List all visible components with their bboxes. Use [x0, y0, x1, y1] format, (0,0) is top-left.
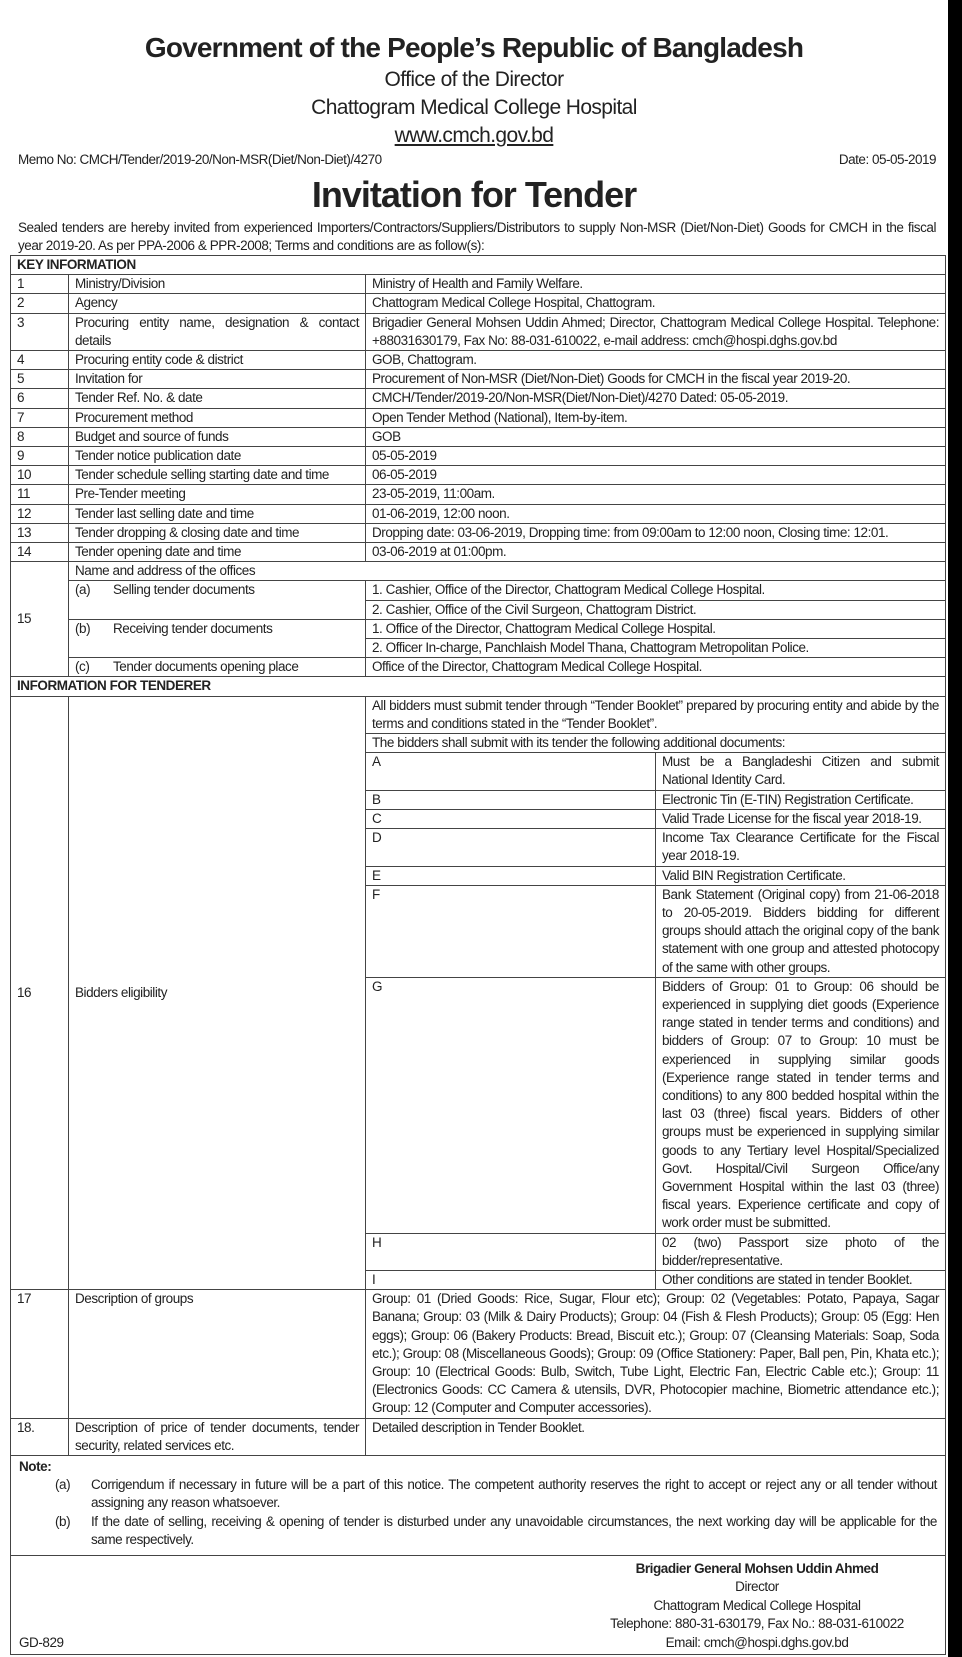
- list-item: [366, 753, 945, 790]
- table-subrow: [11, 658, 946, 677]
- note-key: (b): [55, 1513, 71, 1529]
- table-row: [11, 562, 946, 581]
- page-title: Invitation for Tender: [311, 174, 637, 215]
- table-row: [11, 466, 946, 485]
- list-item: [366, 977, 945, 1233]
- section-heading: INFORMATION FOR TENDERER: [11, 677, 946, 696]
- row-label: Ministry/Division: [69, 275, 366, 294]
- row-value: Group: 01 (Dried Goods: Rice, Sugar, Flour etc); Group: 02 (Vegetables: Potato, Papaya, Sagar Banana; Group: 03 (Milk & Dairy Products); Group: 04 (Fish & Flesh Products); Group: 05 (Egg: Hen eggs); Group: 06 (Bakery Products: Bread, Biscuit etc.); Group: 07 (Cleansing Materials: Soap, Soda etc.); Group: 08 (Miscellaneous Goods); Group: 09 (Office Stationery: Paper, Ball pen, Pin, Khata etc.); Group: 10 (Electrical Goods: Bulb, Switch, Tube Light, Electric Fan, Electric Cable etc.); Group: 11 (Electronics Goods: CC Camera & utensils, DVR, Photocopier machine, Biometric attendance etc.); Group: 12 (Computer and Computer accessories).: [366, 1290, 946, 1418]
- memo-row: [0, 151, 948, 169]
- row-number: 5: [11, 370, 69, 389]
- row-label: Pre-Tender meeting: [69, 485, 366, 504]
- row-label: Description of price of tender documents, tender security, related services etc.: [69, 1418, 366, 1455]
- row-value: 06-05-2019: [366, 466, 946, 485]
- sub-label: Selling tender documents: [113, 582, 255, 598]
- row-number: 4: [11, 351, 69, 370]
- row-value: Brigadier General Mohsen Uddin Ahmed; Director, Chattogram Medical College Hospital. Telephone: +88031630179, Fax No: 88-031-610022, e-mail address: cmch@hospi.dghs.gov.bd: [366, 313, 946, 350]
- table-row: [11, 543, 946, 562]
- row-value: 05-05-2019: [366, 447, 946, 466]
- notes-frame: [10, 1456, 946, 1655]
- government-heading: Government of the People’s Republic of Bangladesh: [144, 32, 804, 63]
- table-row: [11, 370, 946, 389]
- item-key: A: [366, 753, 656, 790]
- row-number: 1: [11, 275, 69, 294]
- gd-code: GD-829: [19, 1634, 64, 1650]
- table-row: [11, 389, 946, 408]
- intro-paragraph: Sealed tenders are hereby invited from experienced Importers/Contractors/Suppliers/Distributors to supply Non-MSR (Diet/Non-Diet) Goods for CMCH in the fiscal year 2019-20. As per PPA-2006 & PPR-2008; Terms and conditions are as follow(s):: [18, 220, 936, 253]
- row-number: 7: [11, 408, 69, 427]
- table-row: [11, 294, 946, 313]
- table-row: [11, 504, 946, 523]
- row-label: Tender notice publication date: [69, 447, 366, 466]
- signature-block: [577, 1560, 937, 1652]
- row-number: 17: [11, 1290, 69, 1418]
- item-key: E: [366, 866, 656, 885]
- row-number: 2: [11, 294, 69, 313]
- office-item: 1. Office of the Director, Chattogram Medical College Hospital.: [366, 619, 946, 638]
- item-value: 02 (two) Passport size photo of the bidder/representative.: [656, 1233, 946, 1270]
- row-number: 18.: [11, 1418, 69, 1455]
- table-row: [11, 408, 946, 427]
- item-value: Electronic Tin (E-TIN) Registration Certificate.: [656, 790, 946, 809]
- eligibility-docs-intro: The bidders shall submit with its tender the following additional documents:: [366, 734, 945, 753]
- row-number: 12: [11, 504, 69, 523]
- note-text: Corrigendum if necessary in future will be a part of this notice. The competent authority reserves the right to accept or reject any or all tender without assigning any reason whatsoever.: [91, 1477, 937, 1511]
- row-number: 15: [11, 562, 69, 677]
- row-label: Tender Ref. No. & date: [69, 389, 366, 408]
- row-number: 6: [11, 389, 69, 408]
- item-key: F: [366, 885, 656, 977]
- sub-key: (b): [75, 620, 91, 636]
- row-number: 16: [11, 696, 69, 1290]
- row-number: 3: [11, 313, 69, 350]
- sub-key: (c): [75, 659, 90, 675]
- table-row: [11, 485, 946, 504]
- hospital-heading: Chattogram Medical College Hospital: [311, 96, 637, 119]
- row-label: Procuring entity code & district: [69, 351, 366, 370]
- row-label: Procurement method: [69, 408, 366, 427]
- row-value: Ministry of Health and Family Welfare.: [366, 275, 946, 294]
- table-row: [11, 275, 946, 294]
- signatory-designation: Director: [735, 1579, 779, 1595]
- list-item: [366, 790, 945, 809]
- table-subrow: [11, 581, 946, 600]
- table-row: [11, 1290, 946, 1418]
- item-value: Other conditions are stated in tender Booklet.: [662, 1271, 913, 1287]
- note-text: If the date of selling, receiving & opening of tender is disturbed under any unavoidable circumstances, the next working day will be applicable for the same respectively.: [91, 1513, 937, 1547]
- row-number: 14: [11, 543, 69, 562]
- list-item: [366, 809, 945, 828]
- row-number: 11: [11, 485, 69, 504]
- item-value: Valid Trade License for the fiscal year 2018-19.: [656, 809, 946, 828]
- office-item: 1. Cashier, Office of the Director, Chattogram Medical College Hospital.: [366, 581, 946, 600]
- row-value: 01-06-2019, 12:00 noon.: [366, 504, 946, 523]
- website-link[interactable]: www.cmch.gov.bd: [394, 124, 554, 147]
- eligibility-intro: All bidders must submit tender through “Tender Booklet” prepared by procuring entity and abide by the terms and conditions stated in the “Tender Booklet”.: [366, 697, 945, 734]
- row-label: Procuring entity name, designation & contact details: [69, 313, 366, 350]
- item-key: C: [366, 809, 656, 828]
- item-key: D: [366, 829, 656, 866]
- table-row: [11, 313, 946, 350]
- list-item: [366, 866, 945, 885]
- table-row: [11, 351, 946, 370]
- table-row: [11, 447, 946, 466]
- row-label: Description of groups: [69, 1290, 366, 1418]
- sub-key: (a): [75, 582, 91, 598]
- memo-number: Memo No: CMCH/Tender/2019-20/Non-MSR(Diet/Non-Diet)/4270: [18, 152, 382, 167]
- note-key: (a): [55, 1477, 71, 1493]
- row-label: Bidders eligibility: [69, 696, 366, 1290]
- row-label: Name and address of the offices: [69, 562, 946, 581]
- row-label: Invitation for: [69, 370, 366, 389]
- row-number: 8: [11, 427, 69, 446]
- signatory-email: Email: cmch@hospi.dghs.gov.bd: [665, 1634, 849, 1650]
- office-item: 2. Officer In-charge, Panchlaish Model Thana, Chattogram Metropolitan Police.: [366, 639, 946, 658]
- list-item: [366, 829, 945, 866]
- row-number: 13: [11, 523, 69, 542]
- signatory-name: Brigadier General Mohsen Uddin Ahmed: [635, 1561, 879, 1577]
- list-item: [366, 885, 945, 977]
- row-value: GOB: [366, 427, 946, 446]
- row-label: Tender dropping & closing date and time: [69, 523, 366, 542]
- table-row: [11, 696, 946, 1290]
- table-subrow: [11, 619, 946, 638]
- note-item: [19, 1513, 937, 1549]
- sub-label: Receiving tender documents: [113, 620, 273, 636]
- sub-label: Tender documents opening place: [113, 659, 299, 675]
- row-value: Chattogram Medical College Hospital, Chattogram.: [366, 294, 946, 313]
- table-row: [11, 523, 946, 542]
- list-item: [366, 1270, 945, 1289]
- signatory-phone: Telephone: 880-31-630179, Fax No.: 88-031-610022: [610, 1616, 904, 1632]
- item-value: Income Tax Clearance Certificate for the Fiscal year 2018-19.: [656, 829, 946, 866]
- row-label: Tender last selling date and time: [69, 504, 366, 523]
- row-value: Open Tender Method (National), Item-by-item.: [366, 408, 946, 427]
- key-information-table: [10, 255, 946, 1456]
- footer: [11, 1555, 945, 1652]
- section-heading: KEY INFORMATION: [11, 256, 946, 275]
- table-row: [11, 1418, 946, 1455]
- item-key: H: [366, 1233, 656, 1270]
- item-key: B: [366, 790, 656, 809]
- notes: [19, 1476, 937, 1549]
- row-label: Tender schedule selling starting date and time: [69, 466, 366, 485]
- list-item: [366, 1233, 945, 1270]
- item-key: I: [366, 1270, 656, 1289]
- row-number: 9: [11, 447, 69, 466]
- row-value: GOB, Chattogram.: [366, 351, 946, 370]
- office-heading: Office of the Director: [384, 68, 564, 91]
- row-label: Agency: [69, 294, 366, 313]
- row-value: Detailed description in Tender Booklet.: [366, 1418, 946, 1455]
- row-value: CMCH/Tender/2019-20/Non-MSR(Diet/Non-Diet)/4270 Dated: 05-05-2019.: [366, 389, 946, 408]
- office-item: 2. Cashier, Office of the Civil Surgeon, Chattogram District.: [366, 600, 946, 619]
- row-label: Tender opening date and time: [69, 543, 366, 562]
- note-item: [19, 1476, 937, 1512]
- item-value: Must be a Bangladeshi Citizen and submit National Identity Card.: [656, 753, 946, 790]
- item-value: Valid BIN Registration Certificate.: [656, 866, 946, 885]
- row-value: 23-05-2019, 11:00am.: [366, 485, 946, 504]
- item-value: Bidders of Group: 01 to Group: 06 should be experienced in supplying diet goods (Experience range stated in tender terms and conditions) and bidders of Group: 07 to Group: 10 must be experienced in supplying similar goods (Experience range stated in tender terms and conditions) to any 800 bedded hospital within the last 03 (three) fiscal years. Bidders of other groups must be experienced in supplying similar goods to any Tertiary level Hospital/Specialized Govt. Hospital/Civil Surgeon Office/any Government Hospital within the last 03 (three) fiscal years. Experience certificate and copy of work order must be submitted.: [656, 977, 946, 1233]
- item-value: Bank Statement (Original copy) from 21-06-2018 to 20-05-2019. Bidders bidding for different groups should attach the original copy of the bank statement with one group and attested photocopy of the same with other groups.: [656, 885, 946, 977]
- table-row: [11, 427, 946, 446]
- note-heading: Note:: [19, 1459, 52, 1474]
- row-value: Dropping date: 03-06-2019, Dropping time: from 09:00am to 12:00 noon, Closing time: 12:01.: [366, 523, 946, 542]
- signatory-hospital: Chattogram Medical College Hospital: [653, 1597, 861, 1613]
- row-value: Procurement of Non-MSR (Diet/Non-Diet) Goods for CMCH in the fiscal year 2019-20.: [366, 370, 946, 389]
- row-label: Budget and source of funds: [69, 427, 366, 446]
- item-key: G: [366, 977, 656, 1233]
- notice-date: Date: 05-05-2019: [838, 152, 936, 167]
- office-item: Office of the Director, Chattogram Medical College Hospital.: [366, 658, 946, 677]
- row-value: 03-06-2019 at 01:00pm.: [366, 543, 946, 562]
- row-number: 10: [11, 466, 69, 485]
